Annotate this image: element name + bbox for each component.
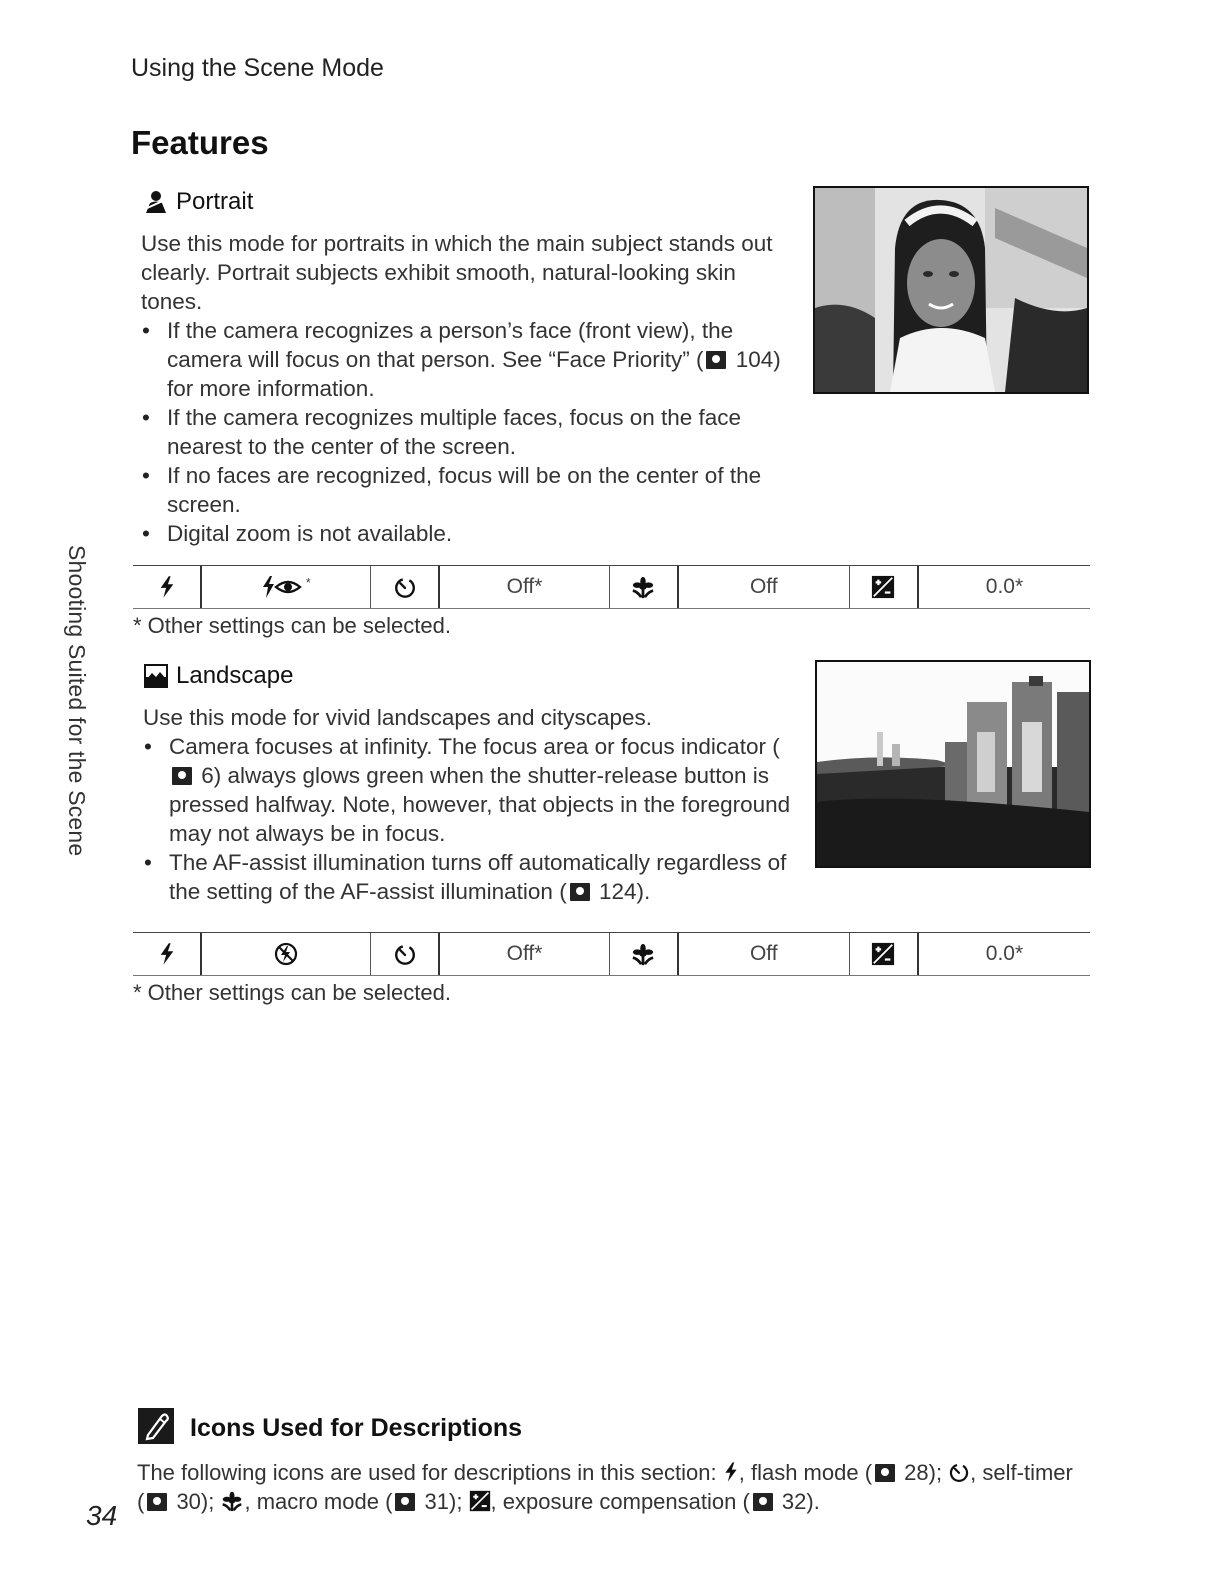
page-reference-icon — [570, 883, 590, 901]
landscape-settings-table — [133, 932, 1090, 976]
flash-mode-value — [202, 933, 371, 975]
landscape-heading-label: Landscape — [176, 662, 294, 689]
landscape-heading — [144, 662, 293, 690]
exposure-compensation-value: 0.0* — [985, 575, 1024, 598]
portrait-mode-icon — [144, 189, 168, 215]
list-item: • If no faces are recognized, focus will be on the center of the screen. — [141, 461, 791, 519]
list-item — [143, 848, 793, 906]
note-segment: , macro mode ( — [244, 1489, 393, 1514]
note-segment: , exposure compensation ( — [490, 1489, 750, 1514]
portrait-body — [141, 229, 791, 548]
list-item: • Digital zoom is not available. — [141, 519, 791, 548]
bullet-text: 124). — [592, 879, 651, 904]
flash-icon — [723, 1461, 739, 1483]
page-number: 34 — [86, 1500, 118, 1531]
macro-mode-icon — [610, 933, 679, 975]
exposure-compensation-value: 0.0* — [985, 942, 1024, 965]
page-reference-icon — [395, 1493, 415, 1511]
portrait-settings-table — [133, 565, 1090, 609]
bullet-text: 6) always glows green when the shutter-release button is pressed halfway. Note, however, that objects in the foreground may not always be in focus. — [169, 763, 791, 846]
self-timer-value: Off* — [440, 933, 609, 975]
macro-mode-icon — [610, 566, 679, 608]
note-icon — [138, 1408, 174, 1444]
landscape-photo — [815, 660, 1091, 868]
flash-mode-icon — [133, 566, 202, 608]
macro-icon — [220, 1490, 244, 1512]
page-reference-icon — [753, 1493, 773, 1511]
page-reference-icon — [147, 1493, 167, 1511]
portrait-heading-label: Portrait — [176, 188, 254, 215]
flash-off-icon — [274, 942, 298, 966]
note-segment: 32). — [775, 1489, 820, 1514]
self-timer-icon — [948, 1461, 970, 1483]
landscape-mode-icon — [144, 664, 168, 688]
side-tab-label: Shooting Suited for the Scene — [64, 545, 90, 857]
exposure-compensation-icon — [469, 1490, 491, 1512]
landscape-intro: Use this mode for vivid landscapes and cityscapes. — [143, 705, 652, 730]
note-segment: 31); — [418, 1489, 469, 1514]
flash-mode-value — [202, 566, 371, 608]
self-timer-icon — [371, 566, 440, 608]
portrait-intro: Use this mode for portraits in which the main subject stands out clearly. Portrait subjects exhibit smooth, natural-looking skin tones. — [141, 231, 773, 314]
note-segment: 30); — [170, 1489, 221, 1514]
note-segment: The following icons are used for descriptions in this section: — [137, 1460, 723, 1485]
landscape-footnote: * Other settings can be selected. — [133, 980, 451, 1005]
list-item — [141, 316, 791, 403]
list-item: • If the camera recognizes multiple faces, focus on the face nearest to the center of the screen. — [141, 403, 791, 461]
landscape-bullets — [143, 732, 793, 906]
portrait-bullets — [141, 316, 791, 548]
self-timer-icon — [371, 933, 440, 975]
portrait-photo — [813, 186, 1089, 394]
bullet-text: 104) for more information. — [167, 347, 781, 401]
note-segment: , flash mode ( — [738, 1460, 873, 1485]
portrait-footnote: * Other settings can be selected. — [133, 613, 451, 638]
exposure-compensation-icon — [850, 566, 919, 608]
page-title: Features — [131, 124, 269, 161]
macro-mode-value: Off — [679, 933, 850, 975]
list-item — [143, 732, 793, 848]
page-reference-icon — [172, 767, 192, 785]
note-text — [137, 1458, 1082, 1516]
page-reference-icon — [875, 1464, 895, 1482]
side-tab — [50, 545, 90, 857]
flash-mode-icon — [133, 933, 202, 975]
note-title: Icons Used for Descriptions — [190, 1414, 523, 1442]
landscape-body — [143, 703, 793, 906]
running-head: Using the Scene Mode — [131, 54, 384, 82]
bullet-text: The AF-assist illumination turns off automatically regardless of the setting of the AF-assist illumination ( — [169, 850, 787, 904]
note-segment: 28); — [898, 1460, 949, 1485]
exposure-compensation-icon — [850, 933, 919, 975]
bullet-text: If the camera recognizes a person’s face (front view), the camera will focus on that person. See “Face Priority” ( — [167, 318, 734, 372]
bullet-text: Camera focuses at infinity. The focus area or focus indicator ( — [169, 734, 780, 759]
note-segment: , self-timer ( — [137, 1460, 1073, 1514]
page-reference-icon — [706, 351, 726, 369]
macro-mode-value: Off — [679, 566, 850, 608]
self-timer-value: Off* — [440, 566, 609, 608]
portrait-heading — [144, 188, 253, 216]
red-eye-reduction-icon — [262, 575, 306, 599]
flash-footnote-mark: * — [305, 575, 311, 590]
